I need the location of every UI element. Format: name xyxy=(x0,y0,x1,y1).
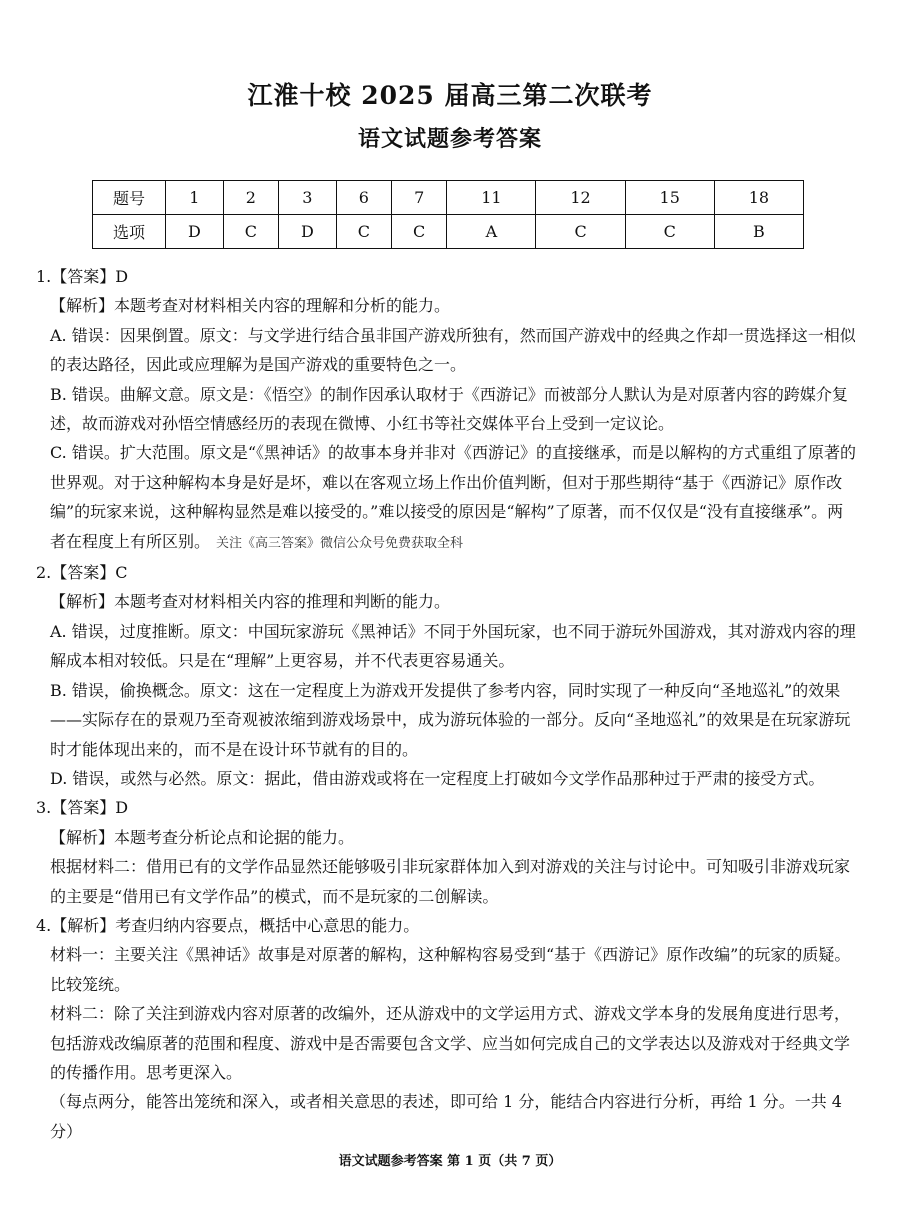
q4-score-note: （每点两分，能答出笼统和深入，或者相关意思的表述，即可给 1 分，能结合内容进行分析，再给 1 分。一共 4 分） xyxy=(50,1092,842,1141)
question-number: 11 xyxy=(447,181,536,215)
q2-option-b: B. 错误，偷换概念。原文：这在一定程度上为游戏开发提供了参考内容，同时实现了一种反向“圣地巡礼”的效果——实际存在的景观乃至奇观被浓缩到游戏场景中，成为游玩体验的一部分。反向“圣地巡礼”的效果是在玩家游玩时才能体现出来的，而不是在设计环节就有的目的。 xyxy=(50,680,851,759)
q1-option-c xyxy=(36,438,858,558)
row-label-number: 题号 xyxy=(93,181,166,215)
answer-option: D xyxy=(166,215,224,249)
watermark-note: 关注《高三答案》微信公众号免费获取全科 xyxy=(216,535,464,551)
answer-option: C xyxy=(223,215,278,249)
answer-option: C xyxy=(336,215,391,249)
question-number: 7 xyxy=(392,181,447,215)
page-footer: 语文试题参考答案 第 1 页（共 7 页） xyxy=(338,1154,562,1169)
answer-option: C xyxy=(392,215,447,249)
page-title: 江淮十校 2025 届高三第二次联考 xyxy=(247,81,653,110)
q4-material-two: 材料二：除了关注到游戏内容对原著的改编外，还从游戏中的文学运用方式、游戏文学本身的发展角度进行思考，包括游戏改编原著的范围和程度、游戏中是否需要包含文学、应当如何完成自己的文学表达以及游戏对于经典文学的传播作用。思考更深入。 xyxy=(50,1004,851,1082)
row-label-option: 选项 xyxy=(93,215,166,249)
question-number: 18 xyxy=(714,181,803,215)
page-subtitle: 语文试题参考答案 xyxy=(357,126,542,152)
question-number: 1 xyxy=(166,181,224,215)
q1-option-b: B. 错误。曲解文意。原文是：《悟空》的制作因承认取材于《西游记》而被部分人默认为是对原著内容的跨媒介复述，故而游戏对孙悟空情感经历的表现在微博、小红书等社交媒体平台上受到一定议论。 xyxy=(50,384,848,434)
q1-analysis: 【解析】本题考查对材料相关内容的理解和分析的能力。 xyxy=(50,296,451,316)
answer-option: C xyxy=(536,215,625,249)
answer-option: B xyxy=(714,215,803,249)
question-number: 6 xyxy=(336,181,391,215)
q2-answer: 2.【答案】C xyxy=(36,563,128,583)
q2-option-d: D. 错误，或然与必然。原文：据此，借由游戏或将在一定程度上打破如今文学作品那种过于严肃的接受方式。 xyxy=(50,768,825,788)
q4-material-one: 材料一：主要关注《黑神话》故事是对原著的解构，这种解构容易受到“基于《西游记》原作改编”的玩家的质疑。比较笼统。 xyxy=(50,945,851,994)
question-number: 12 xyxy=(536,181,625,215)
answer-option: C xyxy=(625,215,714,249)
answer-option: D xyxy=(279,215,337,249)
q3-analysis: 【解析】本题考查分析论点和论据的能力。 xyxy=(50,827,355,847)
q3-answer: 3.【答案】D xyxy=(36,798,129,818)
q1-answer: 1.【答案】D xyxy=(36,267,129,286)
q2-option-a: A. 错误，过度推断。原文：中国玩家游玩《黑神话》不同于外国玩家，也不同于游玩外国游戏，其对游戏内容的理解成本相对较低。只是在“理解”上更容易，并不代表更容易通关。 xyxy=(50,621,856,671)
question-number: 15 xyxy=(625,181,714,215)
answer-table-option-row xyxy=(93,215,804,249)
q1-option-a: A. 错误：因果倒置。原文：与文学进行结合虽非国产游戏所独有，然而国产游戏中的经典之作却一贯选择这一相似的表达路径，因此或应理解为是国产游戏的重要特色之一。 xyxy=(50,325,856,375)
question-number: 3 xyxy=(279,181,337,215)
q2-analysis: 【解析】本题考查对材料相关内容的推理和判断的能力。 xyxy=(50,592,451,612)
q4-analysis: 4.【解析】考查归纳内容要点，概括中心意思的能力。 xyxy=(36,915,420,935)
answer-table xyxy=(92,180,804,249)
answer-table-number-row xyxy=(93,181,804,215)
answer-content xyxy=(36,262,858,1146)
q3-body: 根据材料二：借用已有的文学作品显然还能够吸引非玩家群体加入到对游戏的关注与讨论中。可知吸引非游戏玩家的主要是“借用已有文学作品”的模式，而不是玩家的二创解读。 xyxy=(50,857,851,906)
question-number: 2 xyxy=(223,181,278,215)
q1-option-c-text: C. 错误。扩大范围。原文是“《黑神话》的故事本身并非对《西游记》的直接继承，而是以解构的方式重组了原著的世界观。对于这种解构本身是好是坏，难以在客观立场上作出价值判断，但对于那些期待“基于《西游记》原作改编”的玩家来说，这种解构显然是难以接受的。”难以接受的原因是“解构”了原著，而不仅仅是“没有直接继承”。两者在程度上有所区别。 xyxy=(50,443,857,551)
answer-option: A xyxy=(447,215,536,249)
